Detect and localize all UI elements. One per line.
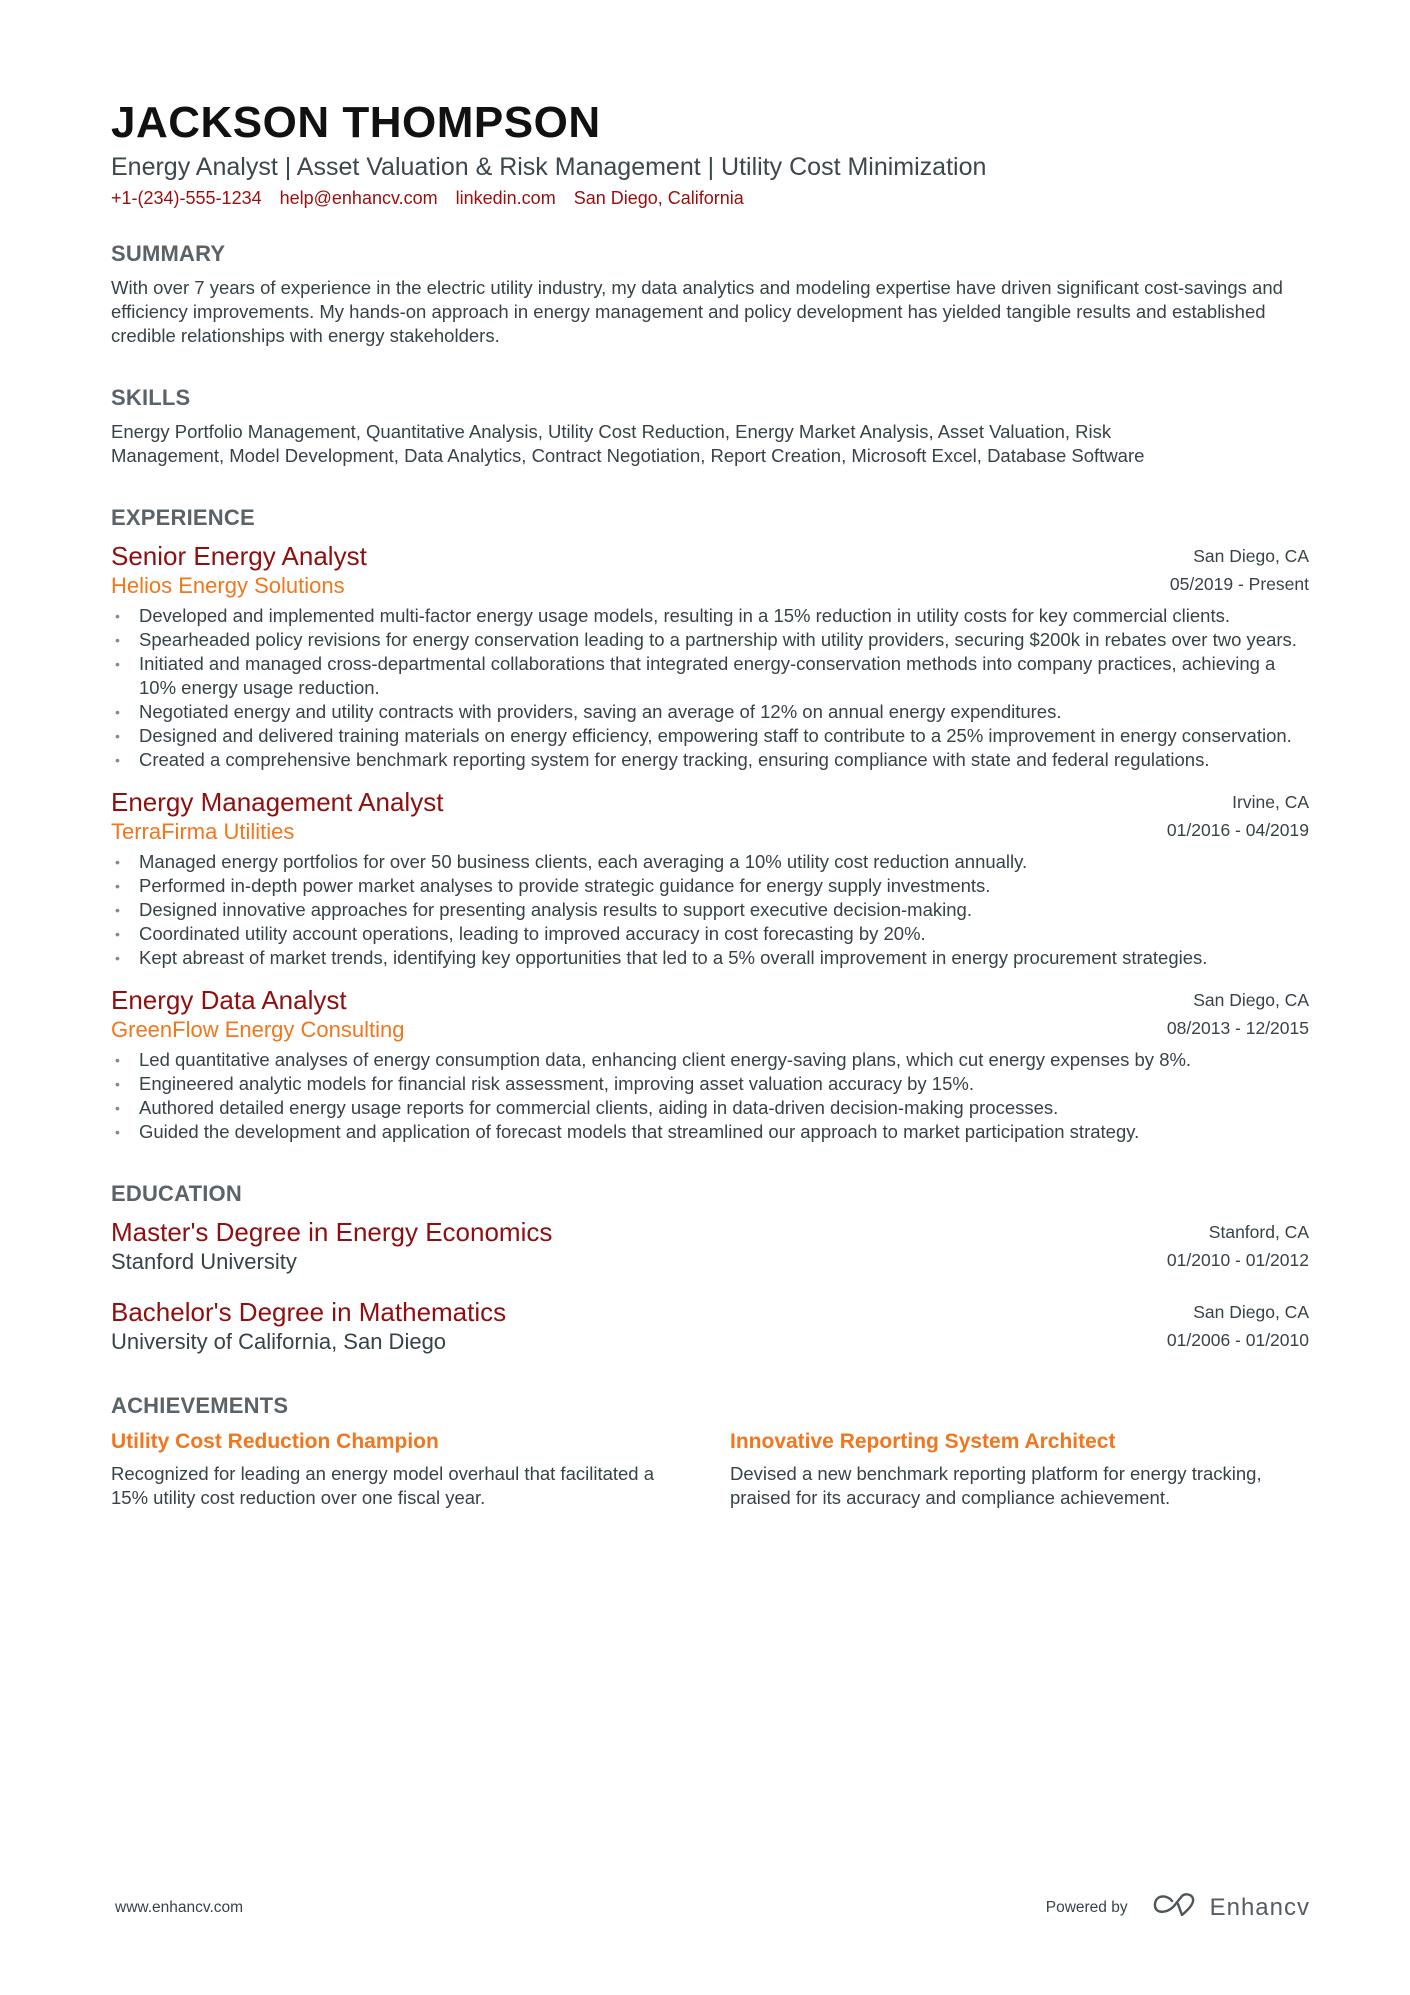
candidate-name: JACKSON THOMPSON: [111, 98, 601, 147]
bullet-dot-icon: •: [115, 878, 120, 894]
bullet-item: • Designed and delivered training materials on energy efficiency, empowering staff to contribute to a 25% improvement in energy conservation.: [115, 725, 1292, 746]
education-dates: 01/2010 - 01/2012: [1166, 1250, 1309, 1270]
achievement-title: Innovative Reporting System Architect: [730, 1430, 1116, 1453]
education-entry: [111, 1216, 1309, 1276]
bullet-item: • Authored detailed energy usage reports for commercial clients, aiding in data-driven decision-making processes.: [115, 1097, 1059, 1118]
achievement-title: Utility Cost Reduction Champion: [111, 1430, 439, 1453]
achievements-section: [111, 1392, 1309, 1510]
achievement-item: [111, 1428, 690, 1510]
bullet-dot-icon: •: [115, 728, 120, 744]
school-name: University of California, San Diego: [111, 1329, 447, 1354]
page-footer: [115, 1892, 1310, 1923]
degree-title: Bachelor's Degree in Mathematics: [111, 1297, 507, 1327]
job-location: Irvine, CA: [1232, 792, 1309, 812]
job-dates: 05/2019 - Present: [1169, 574, 1309, 594]
contact-email[interactable]: help@enhancv.com: [279, 188, 438, 208]
bullet-dot-icon: •: [115, 1124, 120, 1140]
candidate-headline: Energy Analyst | Asset Valuation & Risk Management | Utility Cost Minimization: [111, 153, 987, 181]
job-bullets: [111, 604, 1309, 772]
degree-title: Master's Degree in Energy Economics: [111, 1217, 553, 1247]
section-title-achievements: ACHIEVEMENTS: [111, 1393, 289, 1418]
experience-section: [111, 504, 1309, 1144]
summary-section: [111, 240, 1309, 348]
achievement-description: Devised a new benchmark reporting platform for energy tracking, praised for its accuracy and compliance achievement.: [730, 1463, 1262, 1508]
education-section: [111, 1180, 1309, 1356]
bullet-item: • Negotiated energy and utility contracts with providers, saving an average of 12% on annual energy expenditures.: [115, 701, 1062, 722]
bullet-item: • Engineered analytic models for financial risk assessment, improving asset valuation accuracy by 15%.: [115, 1073, 974, 1094]
bullet-item: • Developed and implemented multi-factor energy usage models, resulting in a 15% reduction in utility costs for key commercial clients.: [115, 605, 1230, 626]
bullet-item: • Created a comprehensive benchmark reporting system for energy tracking, ensuring compliance with state and federal regulations.: [115, 749, 1210, 770]
bullet-dot-icon: •: [115, 632, 120, 648]
brand-name: Enhancv: [1209, 1893, 1310, 1921]
contact-info: [111, 186, 1309, 210]
bullet-dot-icon: •: [115, 656, 120, 672]
job-dates: 08/2013 - 12/2015: [1166, 1018, 1309, 1038]
achievement-item: [730, 1428, 1309, 1510]
section-title-education: EDUCATION: [111, 1181, 242, 1206]
section-title-skills: SKILLS: [111, 385, 191, 410]
job-company: GreenFlow Energy Consulting: [111, 1017, 405, 1042]
bullet-dot-icon: •: [115, 854, 120, 870]
contact-phone[interactable]: +1-(234)-555-1234: [111, 188, 262, 208]
job-bullets: [111, 850, 1309, 970]
resume-page: [111, 96, 1309, 1510]
bullet-dot-icon: •: [115, 950, 120, 966]
brand-logo[interactable]: [1152, 1892, 1310, 1923]
contact-location: San Diego, California: [573, 188, 744, 208]
bullet-dot-icon: •: [115, 752, 120, 768]
summary-text: With over 7 years of experience in the electric utility industry, my data analytics and modeling expertise have driven significant cost-savings and efficiency improvements. My hands-on approach in energy management and policy development has yielded tangible results and established credible relationships with energy stakeholders.: [111, 277, 1283, 346]
enhancv-logo-icon: [1152, 1892, 1198, 1923]
skills-section: [111, 384, 1309, 468]
job-role: Energy Management Analyst: [111, 787, 444, 817]
job-company: TerraFirma Utilities: [111, 819, 295, 844]
bullet-dot-icon: •: [115, 926, 120, 942]
job-dates: 01/2016 - 04/2019: [1166, 820, 1309, 840]
bullet-dot-icon: •: [115, 608, 120, 624]
section-title-experience: EXPERIENCE: [111, 505, 255, 530]
bullet-item: • Kept abreast of market trends, identifying key opportunities that led to a 5% overall improvement in energy procurement strategies.: [115, 947, 1208, 968]
experience-entry: [111, 786, 1309, 970]
bullet-item: • Managed energy portfolios for over 50 business clients, each averaging a 10% utility cost reduction annually.: [115, 851, 1028, 872]
section-title-summary: SUMMARY: [111, 241, 226, 266]
school-location: San Diego, CA: [1193, 1302, 1309, 1322]
school-name: Stanford University: [111, 1249, 297, 1274]
bullet-dot-icon: •: [115, 1076, 120, 1092]
school-location: Stanford, CA: [1208, 1222, 1309, 1242]
skills-text: Energy Portfolio Management, Quantitative Analysis, Utility Cost Reduction, Energy Market Analysis, Asset Valuation, Risk Management, Model Development, Data Analytics, Contract Negotiation, Report Creation, Microsoft Excel, Database Software: [111, 421, 1145, 466]
bullet-item: • Designed innovative approaches for presenting analysis results to support executive decision-making.: [115, 899, 972, 920]
experience-entry: [111, 540, 1309, 772]
education-dates: 01/2006 - 01/2010: [1166, 1330, 1309, 1350]
job-company: Helios Energy Solutions: [111, 573, 345, 598]
job-bullets: [111, 1048, 1309, 1144]
job-location: San Diego, CA: [1193, 990, 1309, 1010]
bullet-item: • Led quantitative analyses of energy consumption data, enhancing client energy-saving plans, which cut energy expenses by 8%.: [115, 1049, 1192, 1070]
contact-linkedin[interactable]: linkedin.com: [455, 188, 556, 208]
education-entry: [111, 1296, 1309, 1356]
resume-header: [111, 96, 1309, 210]
bullet-item: • Guided the development and application of forecast models that streamlined our approach to market participation strategy.: [115, 1121, 1140, 1142]
bullet-dot-icon: •: [115, 704, 120, 720]
bullet-item: • Spearheaded policy revisions for energy conservation leading to a partnership with utility providers, securing $200k in rebates over two years.: [115, 629, 1297, 650]
powered-by-label: Powered by: [1045, 1898, 1128, 1916]
bullet-item: • Performed in-depth power market analyses to provide strategic guidance for energy supply investments.: [115, 875, 991, 896]
bullet-item: • Initiated and managed cross-departmental collaborations that integrated energy-conservation methods into company practices, achieving a 10% energy usage reduction.: [115, 653, 1276, 698]
bullet-dot-icon: •: [115, 1052, 120, 1068]
experience-entry: [111, 984, 1309, 1144]
footer-website-link[interactable]: www.enhancv.com: [115, 1898, 244, 1916]
job-role: Senior Energy Analyst: [111, 541, 367, 571]
bullet-dot-icon: •: [115, 902, 120, 918]
job-role: Energy Data Analyst: [111, 985, 347, 1015]
bullet-dot-icon: •: [115, 1100, 120, 1116]
powered-by: [1046, 1892, 1310, 1923]
bullet-item: • Coordinated utility account operations, leading to improved accuracy in cost forecasting by 20%.: [115, 923, 926, 944]
achievement-description: Recognized for leading an energy model overhaul that facilitated a 15% utility cost reduction over one fiscal year.: [111, 1463, 655, 1508]
job-location: San Diego, CA: [1193, 546, 1309, 566]
